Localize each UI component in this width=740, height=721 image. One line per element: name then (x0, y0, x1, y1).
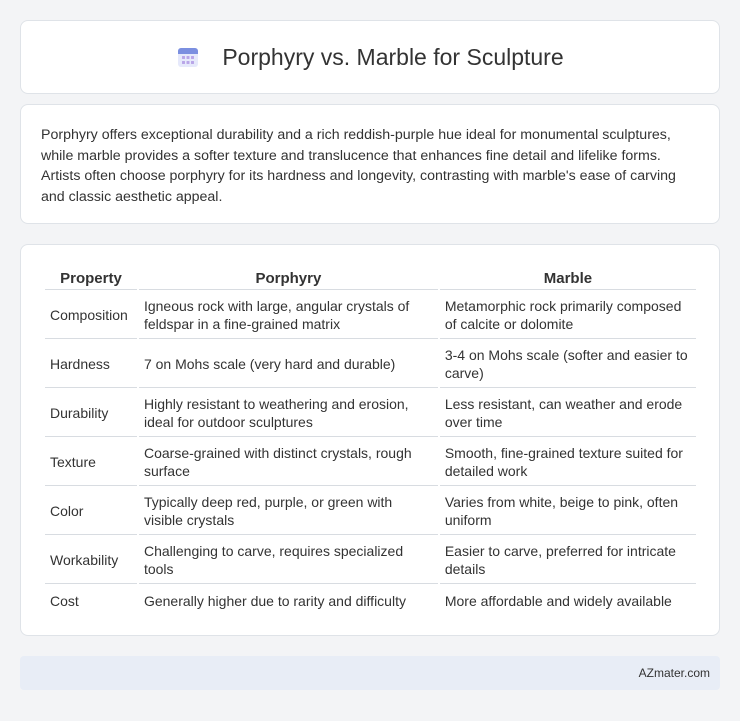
table-row (45, 537, 696, 584)
porphyry-cell: Igneous rock with large, angular crystals of feldspar in a fine-grained matrix (139, 292, 438, 339)
marble-cell: Less resistant, can weather and erode over time (440, 390, 696, 437)
property-cell: Texture (45, 439, 137, 486)
property-cell: Hardness (45, 341, 137, 388)
porphyry-cell: Challenging to carve, requires specialized tools (139, 537, 438, 584)
marble-cell: Varies from white, beige to pink, often uniform (440, 488, 696, 535)
page-title: Porphyry vs. Marble for Sculpture (222, 43, 564, 70)
porphyry-cell: Highly resistant to weathering and erosion, ideal for outdoor sculptures (139, 390, 438, 437)
marble-cell: 3-4 on Mohs scale (softer and easier to carve) (440, 341, 696, 388)
intro-card (20, 104, 720, 224)
property-cell: Workability (45, 537, 137, 584)
property-cell: Composition (45, 292, 137, 339)
title-card (20, 20, 720, 94)
comparison-card (20, 244, 720, 636)
porphyry-cell: Generally higher due to rarity and difficulty (143, 593, 406, 609)
marble-cell: Easier to carve, preferred for intricate details (440, 537, 696, 584)
table-row (45, 292, 696, 339)
calendar-icon (176, 45, 200, 69)
footer (20, 656, 720, 690)
table-row (45, 390, 696, 437)
intro-paragraph: Porphyry offers exceptional durability and a rich reddish-purple hue ideal for monumental sculptures, while marble provides a softer texture and translucence that enhances fine detail and lifelike forms. Artists often choose porphyry for its hardness and longevity, contrasting with marble's ease of carving and classic aesthetic appeal. (41, 127, 676, 205)
property-cell: Durability (45, 390, 137, 437)
header-marble: Marble (440, 267, 696, 290)
table-header-row (45, 267, 696, 290)
marble-cell: More affordable and widely available (444, 593, 672, 609)
porphyry-cell: Coarse-grained with distinct crystals, rough surface (139, 439, 438, 486)
marble-cell: Smooth, fine-grained texture suited for detailed work (440, 439, 696, 486)
comparison-table (43, 265, 698, 618)
footer-credit: AZmater.com (638, 666, 710, 680)
porphyry-cell: 7 on Mohs scale (very hard and durable) (139, 341, 438, 388)
table-row (45, 488, 696, 535)
porphyry-cell: Typically deep red, purple, or green with visible crystals (139, 488, 438, 535)
table-row (45, 586, 696, 616)
marble-cell: Metamorphic rock primarily composed of calcite or dolomite (440, 292, 696, 339)
header-property: Property (45, 267, 137, 290)
table-row (45, 341, 696, 388)
header-porphyry: Porphyry (139, 267, 438, 290)
table-row (45, 439, 696, 486)
property-cell: Color (45, 488, 137, 535)
property-cell: Cost (50, 593, 79, 609)
